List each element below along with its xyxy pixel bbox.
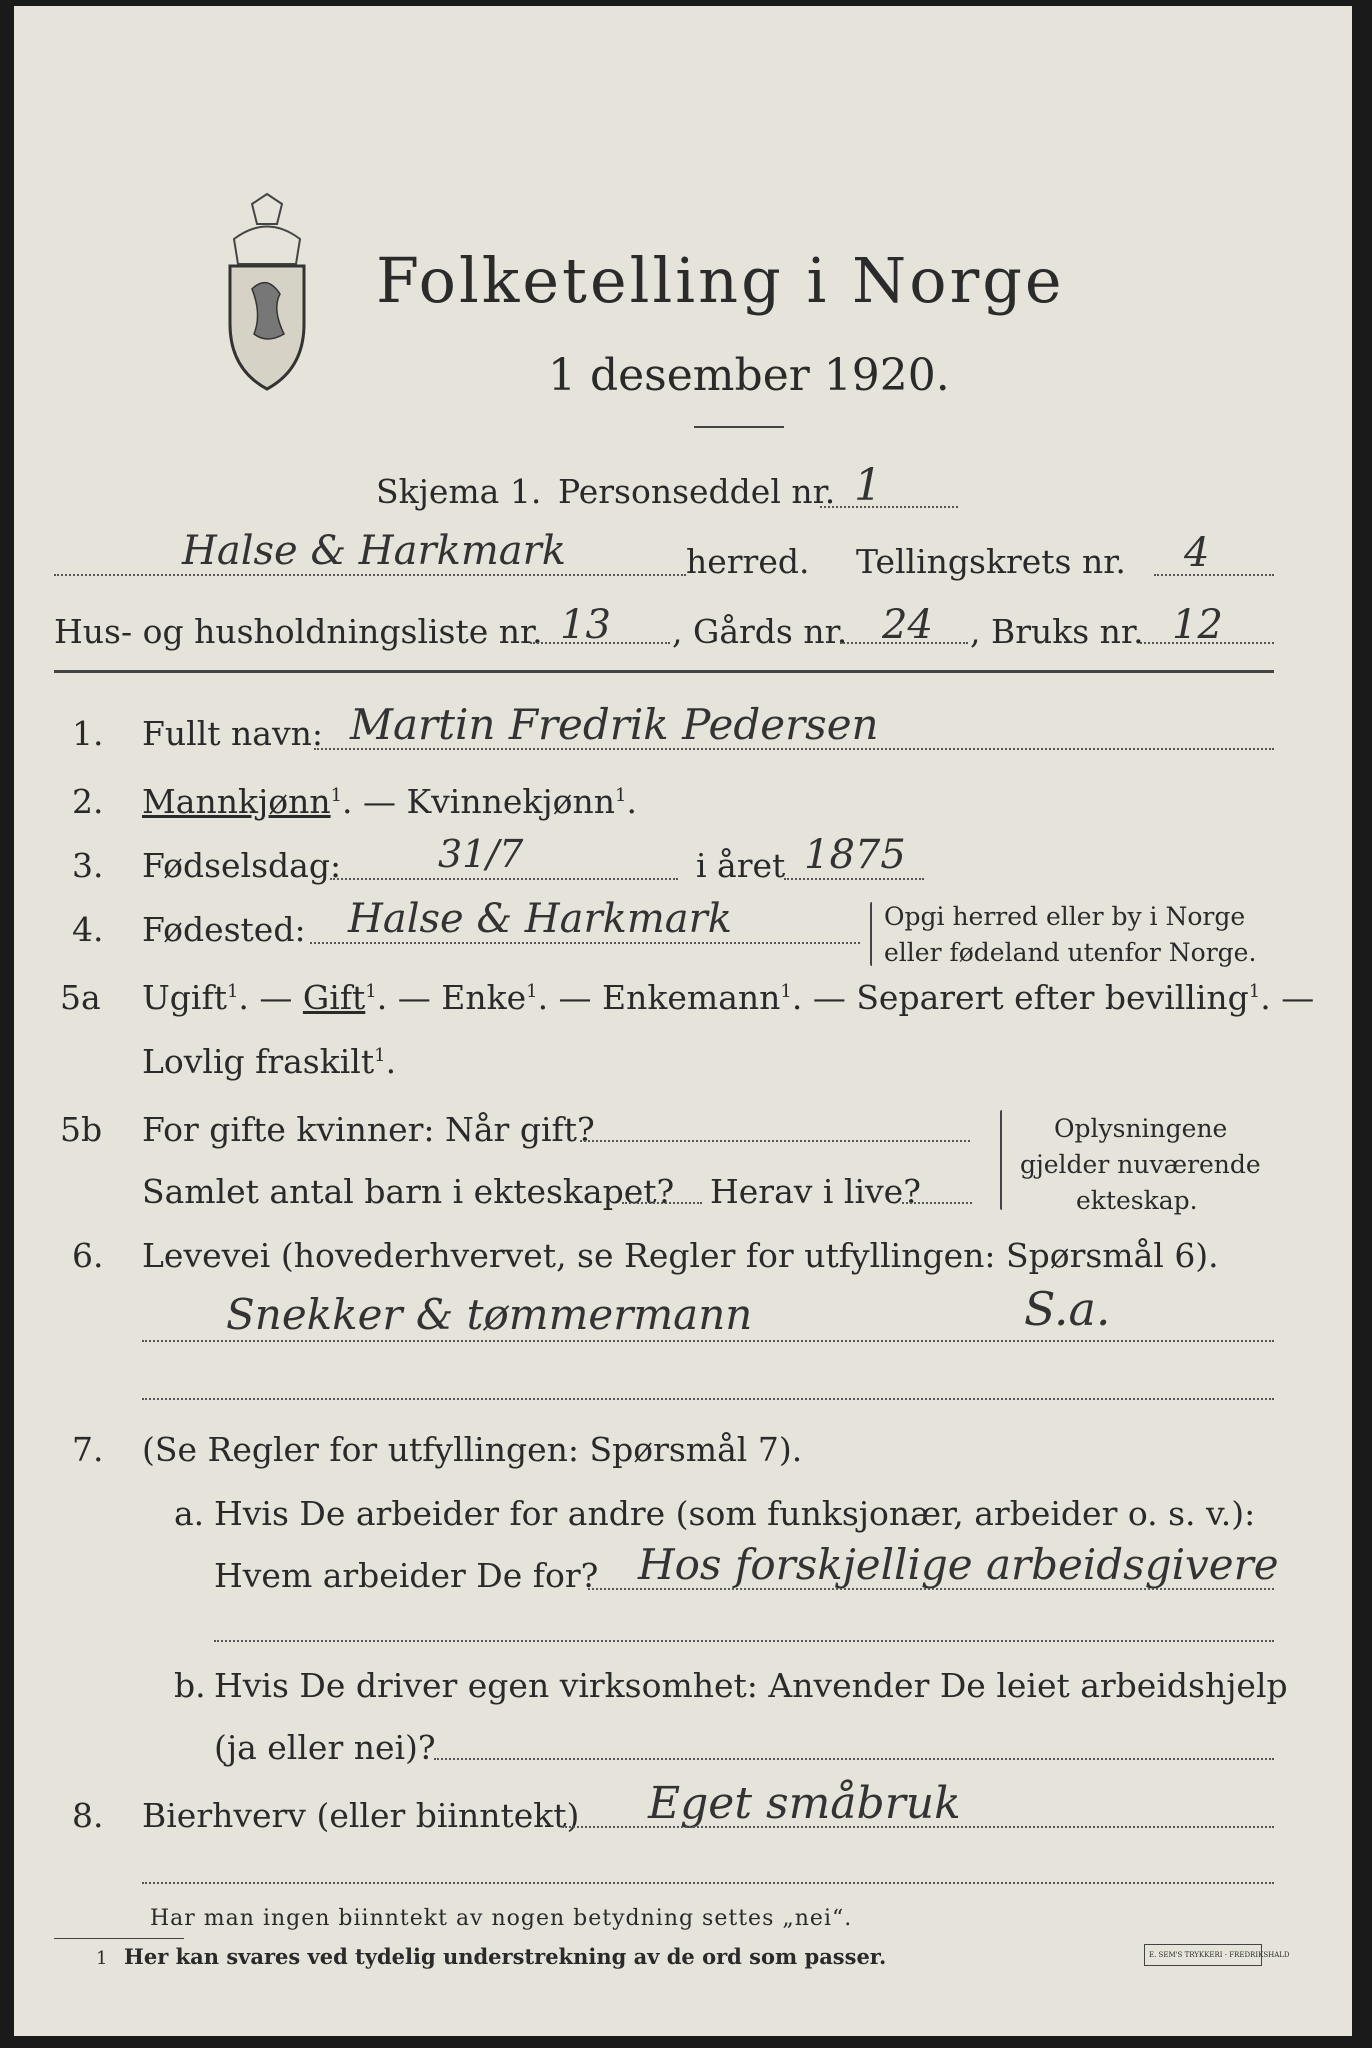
q5b-alive-field[interactable]	[902, 1202, 972, 1204]
q5b-note-brace	[1000, 1110, 1002, 1210]
tellingskrets-label: Tellingskrets nr.	[856, 542, 1126, 581]
q5b-note3: ekteskap.	[1076, 1186, 1198, 1215]
header-divider	[54, 670, 1274, 673]
printer-stamp: E. SEM'S TRYKKERI · FREDRIKSHALD	[1144, 1944, 1262, 1966]
q8-number: 8.	[72, 1796, 104, 1835]
husholdningsliste-value: 13	[560, 602, 611, 648]
q6-value: Snekker & tømmermann	[226, 1290, 753, 1339]
q7-number: 7.	[72, 1430, 104, 1469]
q7b-field[interactable]	[434, 1758, 1274, 1760]
q7-label: (Se Regler for utfyllingen: Spørsmål 7).	[142, 1430, 803, 1469]
q5a-separert[interactable]: Separert efter bevilling	[856, 978, 1249, 1017]
q2-sup-b: 1	[615, 785, 627, 806]
bruks-value: 12	[1172, 602, 1223, 648]
q2-sup-a: 1	[330, 785, 343, 806]
q6-field-line1[interactable]	[142, 1340, 1274, 1342]
gards-label: , Gårds nr.	[672, 612, 848, 651]
q3-year-field[interactable]	[784, 878, 924, 880]
q7b-line1: Hvis De driver egen virksomhet: Anvender De leiet arbeidshjelp	[214, 1666, 1288, 1705]
q5b-note2: gjelder nuværende	[1020, 1150, 1261, 1179]
q2-mannkjonn[interactable]: Mannkjønn	[142, 782, 331, 821]
schema-label: Skjema 1.	[376, 472, 542, 511]
q5b-children-field[interactable]	[622, 1202, 702, 1204]
husholdningsliste-label: Hus- og husholdningsliste nr.	[54, 612, 543, 651]
q7b-letter: b.	[174, 1666, 206, 1705]
form-title: Folketelling i Norge	[376, 244, 1065, 317]
q5a-fraskilt[interactable]: Lovlig fraskilt	[142, 1042, 375, 1081]
q2-sep: . —	[342, 782, 407, 821]
husholdningsliste-field[interactable]	[530, 642, 670, 644]
q3-label: Fødselsdag:	[142, 846, 342, 885]
q8-field-line1[interactable]	[562, 1826, 1274, 1828]
q3-value: 31/7	[438, 832, 524, 876]
q3-field[interactable]	[330, 878, 678, 880]
personseddel-value: 1	[854, 460, 882, 511]
q8-field-line2[interactable]	[142, 1882, 1274, 1884]
q7a-field-line2[interactable]	[214, 1640, 1274, 1642]
q1-value: Martin Fredrik Pedersen	[350, 700, 879, 749]
q7a-field-line1[interactable]	[588, 1588, 1274, 1590]
q4-value: Halse & Harkmark	[348, 896, 732, 942]
q7a-value: Hos forskjellige arbeidsgivere	[638, 1540, 1279, 1589]
q5b-label1: For gifte kvinner: Når gift?	[142, 1110, 595, 1149]
q3-year-label: i året	[696, 846, 786, 885]
q8-label: Bierhverv (eller biinntekt)	[142, 1796, 580, 1835]
q4-field[interactable]	[310, 942, 860, 944]
q7b-line2: (ja eller nei)?	[214, 1728, 436, 1767]
q4-number: 4.	[72, 910, 104, 949]
gards-field[interactable]	[840, 642, 968, 644]
q2-end: .	[626, 782, 637, 821]
q7a-line2: Hvem arbeider De for?	[214, 1556, 599, 1595]
form-date: 1 desember 1920.	[548, 350, 950, 401]
q1-number: 1.	[72, 714, 104, 753]
q5a-line1: Ugift$^1$. — Gift$^1$. — Enke$^1$. — Enkemann$^1$. — Separert efter bevilling$^1$. —	[142, 978, 1315, 1017]
q5a-ugift[interactable]: Ugift	[142, 978, 227, 1017]
bruks-field[interactable]	[1140, 642, 1274, 644]
q4-note-line2: eller fødeland utenfor Norge.	[884, 938, 1257, 967]
q5b-number: 5b	[60, 1110, 103, 1149]
q5b-married-field[interactable]	[580, 1140, 970, 1142]
q3-number: 3.	[72, 846, 104, 885]
title-divider	[694, 426, 784, 428]
herred-label: herred.	[686, 542, 810, 581]
footnote-mark: 1	[96, 1948, 108, 1969]
footnote-text: Her kan svares ved tydelig understrekning av de ord som passer.	[124, 1944, 887, 1969]
gards-value: 24	[882, 602, 933, 648]
q5b-note1: Oplysningene	[1054, 1114, 1228, 1143]
q3-year-value: 1875	[804, 832, 906, 878]
q2-number: 2.	[72, 782, 104, 821]
personseddel-label: Personseddel nr.	[558, 472, 836, 511]
q5a-number: 5a	[60, 978, 101, 1017]
q8-value: Eget småbruk	[648, 1778, 961, 1829]
footer-note: Har man ingen biinntekt av nogen betydning settes „nei“.	[150, 1906, 853, 1931]
footnote-divider	[54, 1938, 184, 1939]
q5a-line2: Lovlig fraskilt$^1$.	[142, 1042, 397, 1081]
bruks-label: , Bruks nr.	[970, 612, 1144, 651]
q6-field-line2[interactable]	[142, 1398, 1274, 1400]
q5a-enke[interactable]: Enke	[441, 978, 527, 1017]
q7a-letter: a.	[174, 1494, 205, 1533]
q4-note-brace	[870, 902, 872, 966]
q5a-enkemann[interactable]: Enkemann	[602, 978, 781, 1017]
q2-text	[142, 782, 637, 821]
q1-label: Fullt navn:	[142, 714, 323, 753]
q6-code: S.a.	[1024, 1282, 1111, 1336]
q7a-line1: Hvis De arbeider for andre (som funksjonær, arbeider o. s. v.):	[214, 1494, 1256, 1533]
q6-label: Levevei (hovederhvervet, se Regler for utfyllingen: Spørsmål 6).	[142, 1236, 1219, 1275]
norway-lion-coat-of-arms-icon	[212, 194, 322, 394]
q4-note-line1: Opgi herred eller by i Norge	[884, 902, 1246, 931]
q4-label: Fødested:	[142, 910, 306, 949]
q2-kvinnekjonn[interactable]: Kvinnekjønn	[406, 782, 616, 821]
tellingskrets-value: 4	[1184, 530, 1210, 576]
q5a-gift[interactable]: Gift	[302, 978, 366, 1017]
q5b-label3: Herav i live?	[710, 1172, 921, 1211]
census-form-page	[14, 6, 1352, 2036]
personseddel-field[interactable]	[820, 506, 958, 508]
q6-number: 6.	[72, 1236, 104, 1275]
q5b-label2: Samlet antal barn i ekteskapet?	[142, 1172, 675, 1211]
herred-field[interactable]	[54, 574, 686, 576]
tellingskrets-field[interactable]	[1154, 574, 1274, 576]
q1-field[interactable]	[314, 748, 1274, 750]
herred-value: Halse & Harkmark	[182, 528, 566, 574]
